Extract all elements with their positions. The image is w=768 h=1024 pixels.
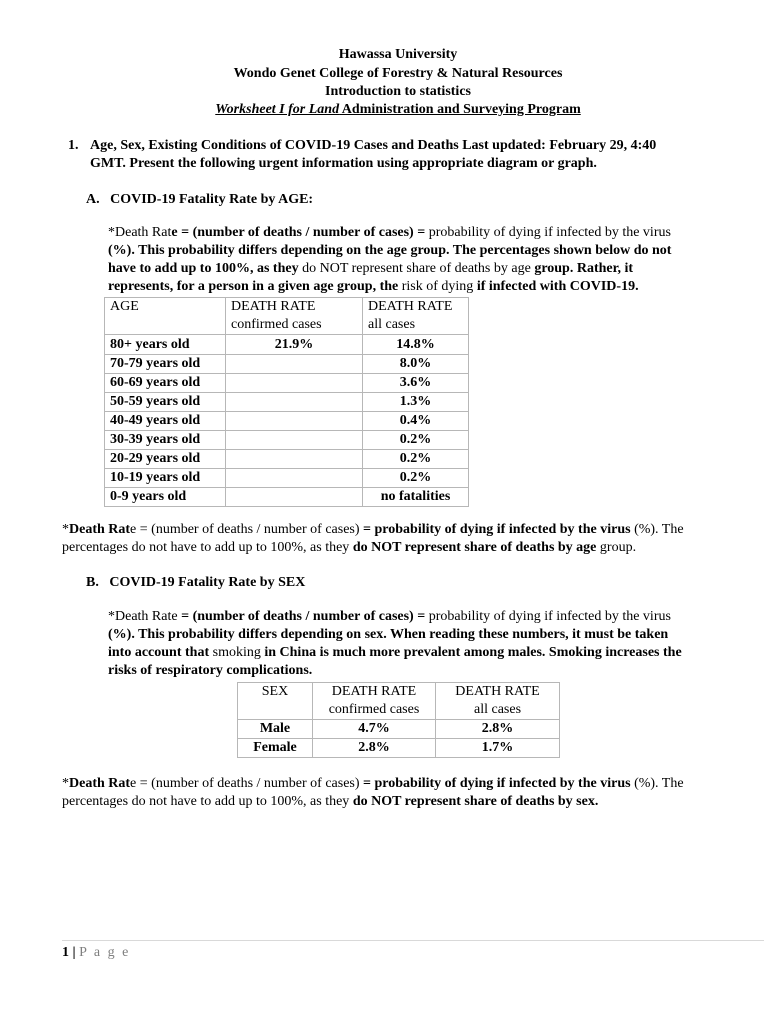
header-text: DEATH RATE	[231, 299, 316, 314]
text-span: into account that	[108, 645, 213, 660]
college-name: Wondo Genet College of Forestry & Natural Resources	[233, 66, 563, 81]
section-b-note-line-2	[62, 793, 742, 811]
header-text: DEATH RATE	[368, 299, 453, 314]
section-b-heading: B. COVID-19 Fatality Rate by SEX	[86, 575, 306, 590]
all-cell: 1.3%	[363, 393, 469, 412]
all-cell: 2.8%	[436, 720, 560, 739]
table-row	[105, 488, 469, 507]
section-a-note-line-1	[62, 521, 742, 539]
text-span: percentages do not have to add up to 100%, as they	[62, 540, 353, 555]
worksheet-title-rest: Administration and Surveying Program	[339, 102, 581, 117]
table-row	[105, 374, 469, 393]
text-span: = probability of dying if infected by the virus	[363, 776, 631, 791]
text-span: smoking	[212, 645, 261, 660]
page-label: P a g e	[79, 945, 131, 960]
confirmed-cell	[226, 374, 363, 393]
header-confirmed	[226, 298, 363, 335]
table-row	[105, 431, 469, 450]
section-b-para-line-2: (%). This probability differs depending on sex. When reading these numbers, it must be taken	[108, 627, 669, 642]
text-span: do NOT represent share of deaths by age	[352, 540, 597, 555]
table-header-row	[105, 298, 469, 335]
table-row	[105, 335, 469, 355]
page-number: 1	[62, 945, 69, 960]
confirmed-cell	[226, 450, 363, 469]
text-span: percentages do not have to add up to 100%, as they	[62, 794, 353, 809]
page-footer	[62, 944, 130, 962]
section-a-para-line-1	[108, 224, 718, 242]
header-age	[105, 298, 226, 335]
age-cell: 10-19 years old	[105, 469, 226, 488]
all-cell: 0.4%	[363, 412, 469, 431]
header-text: SEX	[261, 684, 289, 699]
worksheet-title-italic: Worksheet I for Land	[215, 102, 340, 117]
page-separator: |	[69, 945, 80, 960]
all-cell: 0.2%	[363, 450, 469, 469]
text-span: e = (number of deaths / number of cases)	[130, 522, 364, 537]
university-name: Hawassa University	[338, 47, 458, 62]
confirmed-cell	[226, 431, 363, 450]
header-subtext: confirmed cases	[231, 317, 322, 332]
text-span: *	[62, 522, 69, 537]
text-span: Death Rat	[69, 522, 131, 537]
confirmed-cell	[226, 488, 363, 507]
age-fatality-table	[104, 297, 469, 507]
all-cell: 0.2%	[363, 431, 469, 450]
table-row	[238, 720, 560, 739]
footer-divider	[62, 940, 764, 941]
text-span: = (number of deaths / number of cases) =	[181, 609, 426, 624]
section-a-para-line-2: (%). This probability differs depending on the age group. The percentages shown below do not	[108, 243, 672, 258]
table-row	[238, 739, 560, 758]
age-cell: 0-9 years old	[105, 488, 226, 507]
age-cell: 60-69 years old	[105, 374, 226, 393]
all-cell: no fatalities	[363, 488, 469, 507]
text-span: do NOT represent share of deaths by age	[298, 261, 535, 276]
all-cell: 14.8%	[363, 335, 469, 355]
table-row	[105, 469, 469, 488]
text-span: group. Rather, it	[534, 261, 634, 276]
table-row	[105, 355, 469, 374]
header-all	[436, 683, 560, 720]
question-line-2: GMT. Present the following urgent information using appropriate diagram or graph.	[90, 156, 597, 171]
table-row	[105, 412, 469, 431]
table-row	[105, 450, 469, 469]
text-span: *Death Rate	[108, 609, 182, 624]
sex-cell: Male	[238, 720, 313, 739]
section-b-para-line-3	[108, 644, 718, 662]
question-number: 1.	[68, 138, 79, 153]
age-cell: 30-39 years old	[105, 431, 226, 450]
age-cell: 20-29 years old	[105, 450, 226, 469]
text-span: = probability of dying if infected by the virus	[363, 522, 631, 537]
header-subtext: confirmed cases	[328, 702, 420, 717]
course-title: Introduction to statistics	[325, 84, 471, 99]
text-span: have to add up to 100%, as they	[108, 261, 299, 276]
all-cell: 0.2%	[363, 469, 469, 488]
text-span: probability of dying if infected by the virus	[425, 609, 671, 624]
section-a-note-line-2	[62, 539, 742, 557]
header-confirmed	[313, 683, 436, 720]
section-b-para-line-4: risks of respiratory complications.	[108, 663, 313, 678]
text-span: Death Rat	[69, 776, 131, 791]
section-a-para-line-4	[108, 278, 718, 296]
header-text: AGE	[110, 299, 139, 314]
age-cell: 40-49 years old	[105, 412, 226, 431]
age-cell: 70-79 years old	[105, 355, 226, 374]
table-row	[105, 393, 469, 412]
text-span: probability of dying if infected by the virus	[425, 225, 671, 240]
text-span: if infected with COVID-19.	[476, 279, 639, 294]
header-text: DEATH RATE	[331, 684, 417, 699]
header-subtext: all cases	[368, 317, 416, 332]
confirmed-cell	[226, 469, 363, 488]
text-span: (%). The	[630, 776, 684, 791]
header-all	[363, 298, 469, 335]
header-subtext: all cases	[473, 702, 522, 717]
sex-fatality-table	[237, 682, 560, 758]
confirmed-cell	[226, 412, 363, 431]
text-span: in China is much more prevalent among males. Smoking increases the	[260, 645, 682, 660]
all-cell: 1.7%	[436, 739, 560, 758]
worksheet-title	[0, 101, 768, 119]
header-text: DEATH RATE	[455, 684, 540, 699]
confirmed-cell	[226, 355, 363, 374]
text-span: *Death Rat	[108, 225, 172, 240]
text-span: do NOT represent share of deaths by sex.	[352, 794, 599, 809]
section-a-heading: A. COVID-19 Fatality Rate by AGE:	[86, 192, 314, 207]
text-span: risk of dying	[398, 279, 477, 294]
text-span: (%). The	[630, 522, 684, 537]
all-cell: 3.6%	[363, 374, 469, 393]
section-a-para-line-3	[108, 260, 718, 278]
age-cell: 80+ years old	[105, 335, 226, 355]
confirmed-cell: 2.8%	[313, 739, 436, 758]
sex-cell: Female	[238, 739, 313, 758]
confirmed-cell: 4.7%	[313, 720, 436, 739]
text-span: group.	[596, 540, 637, 555]
text-span: e = (number of deaths / number of cases)	[130, 776, 364, 791]
text-span: *	[62, 776, 69, 791]
all-cell: 8.0%	[363, 355, 469, 374]
question-line-1: Age, Sex, Existing Conditions of COVID-19 Cases and Deaths Last updated: February 29, 4:40	[90, 138, 657, 153]
section-b-para-line-1	[108, 608, 718, 626]
table-header-row	[238, 683, 560, 720]
text-span: e = (number of deaths / number of cases) =	[171, 225, 426, 240]
confirmed-cell: 21.9%	[226, 335, 363, 355]
section-b-note-line-1	[62, 775, 742, 793]
header-sex	[238, 683, 313, 720]
age-cell: 50-59 years old	[105, 393, 226, 412]
confirmed-cell	[226, 393, 363, 412]
text-span: represents, for a person in a given age group, the	[108, 279, 399, 294]
